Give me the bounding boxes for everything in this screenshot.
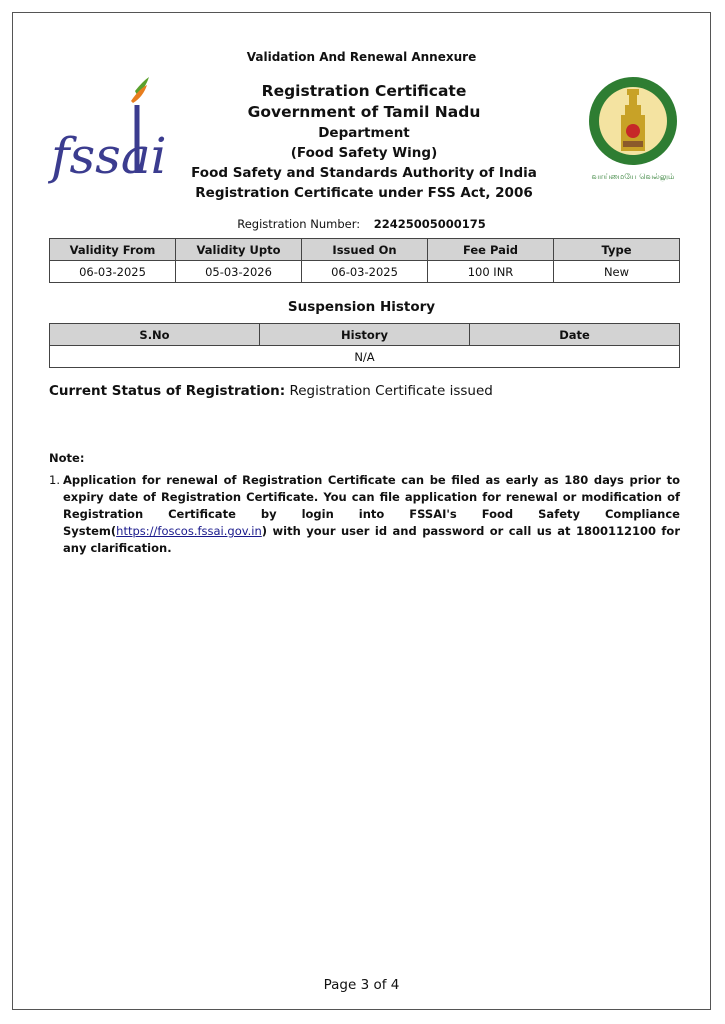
- status-label: Current Status of Registration:: [49, 383, 286, 399]
- table-row: [50, 346, 680, 368]
- fssai-logo-text: fssai: [51, 127, 167, 185]
- column-header: Validity From: [50, 239, 176, 261]
- tn-emblem-motto: வாய்மையே வெல்லும்: [591, 172, 675, 181]
- current-status: [49, 383, 493, 399]
- column-header: History: [260, 324, 470, 346]
- certificate-page: [12, 12, 711, 1010]
- fssai-logo: [49, 73, 167, 185]
- header-act: Registration Certificate under FSS Act, 2006: [195, 185, 533, 201]
- fee-paid-cell: 100 INR: [428, 261, 554, 283]
- issued-on-cell: 06-03-2025: [302, 261, 428, 283]
- status-value: Registration Certificate issued: [289, 383, 493, 399]
- validity-header-row: [50, 239, 680, 261]
- registration-number-value: 22425005000175: [373, 217, 486, 231]
- note-list: [49, 472, 680, 557]
- column-header: S.No: [50, 324, 260, 346]
- note-text-before: Application for renewal of Registration Certificate can be filed as early as 180 days prior to expiry date of Registration Certificate. You can file application for renewal or modification of Registration Certificate by login into FSSAI's Food Safety Compliance System(: [63, 473, 680, 538]
- note-title: Note:: [49, 451, 85, 465]
- suspension-history-title: Suspension History: [287, 299, 436, 315]
- header-wing: (Food Safety Wing): [290, 145, 438, 161]
- header-title: Registration Certificate: [261, 82, 467, 100]
- validity-from-cell: 06-03-2025: [50, 261, 176, 283]
- annexure-title: Validation And Renewal Annexure: [246, 50, 477, 64]
- page-number: Page 3 of 4: [323, 977, 400, 993]
- registration-number-label: Registration Number:: [237, 217, 361, 231]
- note-number: 1.: [49, 473, 60, 487]
- suspension-table: [49, 323, 680, 368]
- foscos-link[interactable]: https://foscos.fssai.gov.in: [116, 524, 262, 538]
- list-item: [49, 472, 680, 557]
- note-text-after: ) with your user id and password or call us at 1800112100 for any clarification.: [63, 524, 680, 555]
- suspension-header-row: [50, 324, 680, 346]
- header-authority: Food Safety and Standards Authority of India: [191, 165, 537, 181]
- certificate-header: [163, 81, 565, 203]
- column-header: Validity Upto: [176, 239, 302, 261]
- note-text: [63, 472, 680, 557]
- tamil-nadu-emblem: [583, 75, 683, 183]
- registration-number: [13, 217, 710, 231]
- column-header: Issued On: [302, 239, 428, 261]
- header-government: Government of Tamil Nadu: [247, 103, 481, 121]
- type-cell: New: [554, 261, 680, 283]
- validity-table: [49, 238, 680, 283]
- validity-upto-cell: 05-03-2026: [176, 261, 302, 283]
- column-header: Type: [554, 239, 680, 261]
- suspension-empty-cell: N/A: [50, 346, 680, 368]
- column-header: Date: [470, 324, 680, 346]
- table-row: [50, 261, 680, 283]
- header-department: Department: [318, 125, 410, 141]
- column-header: Fee Paid: [428, 239, 554, 261]
